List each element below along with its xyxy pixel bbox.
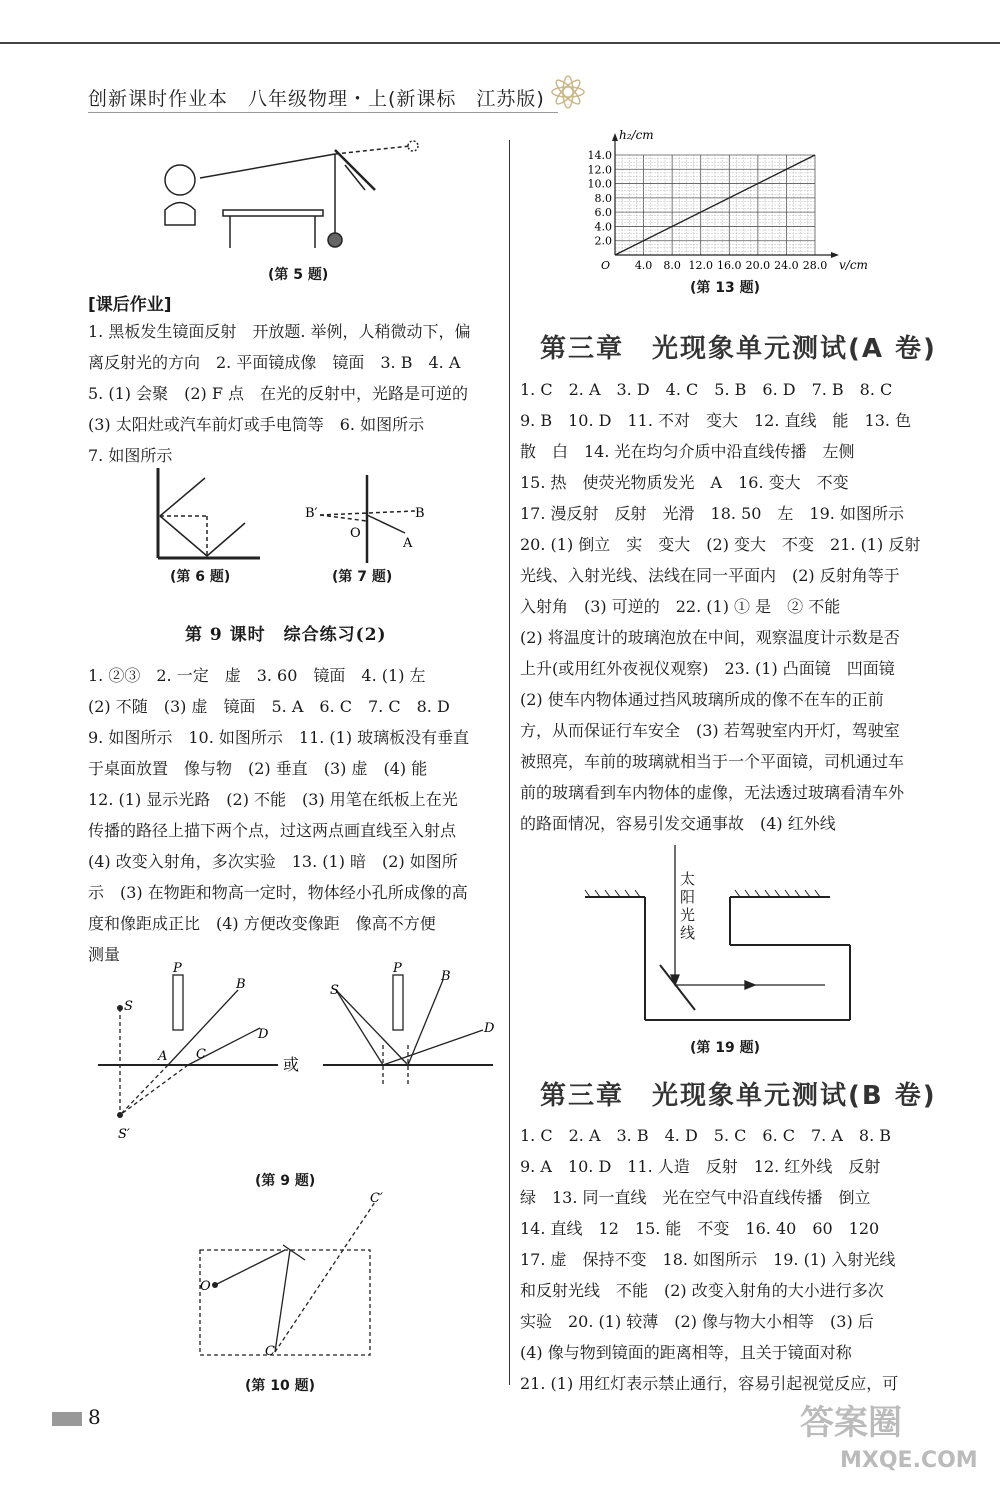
answer-line: 方，从而保证行车安全 (3) 若驾驶室内开灯，驾驶室 — [520, 721, 900, 740]
label-p: P — [393, 961, 402, 976]
label-s-prime: S′ — [118, 1127, 130, 1142]
answer-line: 散 白 14. 光在均匀介质中沿直线传播 左侧 — [520, 442, 855, 461]
figure-19-caption: (第 19 题) — [690, 1040, 761, 1056]
label-s: S — [124, 999, 133, 1014]
answer-line: 14. 直线 12 15. 能 不变 16. 40 60 120 — [520, 1219, 880, 1238]
answer-line: 于桌面放置 像与物 (2) 垂直 (3) 虚 (4) 能 — [88, 759, 428, 778]
answer-line: 绿 13. 同一直线 光在空气中沿直线传播 倒立 — [520, 1188, 871, 1207]
sunlight-label: 太阳光线 — [680, 870, 696, 942]
figure-5 — [155, 140, 435, 250]
label-c-prime: C′ — [370, 1191, 383, 1206]
x-axis-arrow — [831, 252, 839, 258]
answer-line: 20. (1) 倒立 实 变大 (2) 变大 不变 21. (1) 反射 — [520, 535, 921, 554]
watermark-logo: 答案圈 — [800, 1403, 902, 1443]
y-axis-arrow — [612, 133, 618, 141]
figure-5-caption: (第 5 题) — [268, 267, 329, 283]
lesson-answers — [88, 660, 498, 970]
answer-line: (2) 不随 (3) 虚 镜面 5. A 6. C 7. C 8. D — [88, 697, 450, 716]
answer-line: 度和像距成正比 (4) 方便改变像距 像高不方便 — [88, 914, 436, 933]
label-b: B — [236, 977, 246, 992]
figure-7-caption: (第 7 题) — [332, 569, 393, 585]
y-tick-label: 12.0 — [587, 163, 612, 177]
answer-line: 1. ②③ 2. 一定 虚 3. 60 镜面 4. (1) 左 — [88, 666, 426, 685]
figure-19 — [585, 845, 875, 1020]
answer-line: (3) 太阳灶或汽车前灯或手电筒等 6. 如图所示 — [88, 415, 425, 434]
chapter-b-title: 第三章 光现象单元测试(B 卷) — [540, 1081, 937, 1111]
answer-line: 传播的路径上描下两个点，过这两点画直线至入射点 — [88, 821, 457, 840]
y-tick-label: 2.0 — [594, 234, 612, 248]
label-s: S — [330, 983, 339, 998]
chapter-a-answers — [520, 374, 940, 839]
answer-line: 5. (1) 会聚 (2) F 点 在光的反射中，光路是可逆的 — [88, 384, 469, 403]
label-a: A — [158, 1049, 168, 1064]
answer-line: 光线、入射光线、法线在同一平面内 (2) 反射角等于 — [520, 566, 900, 585]
flower-ornament-icon — [548, 72, 588, 112]
answer-line: (2) 使车内物体通过挡风玻璃所成的像不在车的正前 — [520, 690, 884, 709]
label-o: O — [350, 526, 361, 541]
label-c: C — [265, 1344, 275, 1359]
label-d: D — [258, 1027, 269, 1042]
label-d: D — [484, 1021, 495, 1036]
answer-line: 前的玻璃看到车内物体的虚像，无法透过玻璃看清车外 — [520, 783, 905, 802]
y-tick-label: 4.0 — [594, 220, 612, 234]
answer-line: 12. (1) 显示光路 (2) 不能 (3) 用笔在纸板上在光 — [88, 790, 458, 809]
watermark-site: MXQE.COM — [840, 1448, 978, 1473]
answer-line: 和反射光线 不能 (2) 改变入射角的大小进行多次 — [520, 1281, 884, 1300]
answer-line: 示 (3) 在物距和物高一定时，物体经小孔所成像的高 — [88, 883, 468, 902]
h2-vs-v-chart — [585, 128, 868, 275]
y-axis-label: h₂/cm — [619, 128, 654, 142]
answer-line: (4) 改变入射角，多次实验 13. (1) 暗 (2) 如图所 — [88, 852, 458, 871]
answer-line: 的路面情况，容易引发交通事故 (4) 红外线 — [520, 814, 836, 833]
chapter-b-answers — [520, 1120, 940, 1399]
x-tick-label: 24.0 — [774, 259, 799, 272]
answer-line: 离反射光的方向 2. 平面镜成像 镜面 3. B 4. A — [88, 353, 461, 372]
lesson-title: 第 9 课时 综合练习(2) — [185, 625, 387, 645]
answer-line: 上升(或用红外夜视仪观察) 23. (1) 凸面镜 凹面镜 — [520, 659, 895, 678]
y-tick-label: 14.0 — [587, 149, 612, 162]
x-tick-label: 20.0 — [745, 259, 771, 272]
figure-6-caption: (第 6 题) — [170, 569, 231, 585]
figure-7 — [305, 475, 435, 565]
answer-line: 15. 热 使荧光物质发光 A 16. 变大 不变 — [520, 473, 849, 492]
running-header: 创新课时作业本 八年级物理・上(新课标 江苏版) — [88, 88, 545, 110]
header-rule — [88, 112, 558, 113]
answer-line: 9. 如图所示 10. 如图所示 11. (1) 玻璃板没有垂直 — [88, 728, 470, 747]
label-p: P — [173, 961, 182, 976]
label-a: A — [403, 536, 413, 551]
figure-10-caption: (第 10 题) — [245, 1378, 316, 1394]
answer-line: 17. 虚 保持不变 18. 如图所示 19. (1) 入射光线 — [520, 1250, 896, 1269]
after-class-heading: [课后作业] — [88, 295, 172, 315]
y-tick-label: 10.0 — [587, 177, 612, 191]
figure-10 — [195, 1190, 395, 1360]
answer-line: 1. 黑板发生镜面反射 开放题. 举例，人稍微动下，偏 — [88, 322, 471, 341]
label-o: O — [200, 1279, 211, 1294]
answer-line: 17. 漫反射 反射 光滑 18. 50 左 19. 如图所示 — [520, 504, 904, 523]
x-tick-label: 8.0 — [663, 259, 681, 272]
answer-line: 9. A 10. D 11. 人造 反射 12. 红外线 反射 — [520, 1157, 881, 1176]
answer-line: (4) 像与物到镜面的距离相等，且关于镜面对称 — [520, 1343, 852, 1362]
answer-line: 21. (1) 用红灯表示禁止通行，容易引起视觉反应，可 — [520, 1374, 899, 1393]
answer-line: 实验 20. (1) 较薄 (2) 像与物大小相等 (3) 后 — [520, 1312, 874, 1331]
x-tick-label: 28.0 — [802, 259, 828, 272]
x-axis-label: v/cm — [839, 258, 868, 272]
x-tick-label: 12.0 — [688, 259, 713, 272]
answer-line: 9. B 10. D 11. 不对 变大 12. 直线 能 13. 色 — [520, 411, 912, 430]
origin-label: O — [601, 259, 611, 272]
figure-13-caption: (第 13 题) — [690, 280, 761, 296]
answer-line: 入射角 (3) 可逆的 22. (1) ① 是 ② 不能 — [520, 597, 841, 616]
chapter-a-title: 第三章 光现象单元测试(A 卷) — [540, 334, 937, 364]
label-b-prime: B′ — [305, 506, 318, 521]
column-divider — [509, 140, 510, 1385]
y-tick-label: 6.0 — [594, 206, 612, 220]
after-class-answers — [88, 316, 498, 471]
page-number: 8 — [88, 1405, 101, 1429]
y-tick-label: 8.0 — [594, 191, 612, 205]
top-rule — [0, 42, 1000, 44]
figure-9-caption: (第 9 题) — [255, 1173, 316, 1189]
page-number-bar — [52, 1412, 82, 1426]
answer-line: 被照亮，车前的玻璃就相当于一个平面镜，司机通过车 — [520, 752, 905, 771]
answer-line: 测量 — [88, 945, 121, 964]
x-tick-label: 16.0 — [717, 259, 742, 272]
x-tick-label: 4.0 — [634, 259, 653, 272]
label-c: C — [196, 1047, 206, 1062]
figure-9 — [98, 960, 498, 1145]
answer-line: 1. C 2. A 3. B 4. D 5. C 6. C 7. A 8. B — [520, 1126, 891, 1145]
answer-line: 7. 如图所示 — [88, 446, 173, 465]
answer-line: (2) 将温度计的玻璃泡放在中间，观察温度计示数是否 — [520, 628, 900, 647]
label-b: B — [415, 506, 425, 521]
figure-6 — [155, 468, 265, 563]
or-label: 或 — [283, 1055, 300, 1074]
answer-line: 1. C 2. A 3. D 4. C 5. B 6. D 7. B 8. C — [520, 380, 893, 399]
label-b: B — [441, 969, 451, 984]
